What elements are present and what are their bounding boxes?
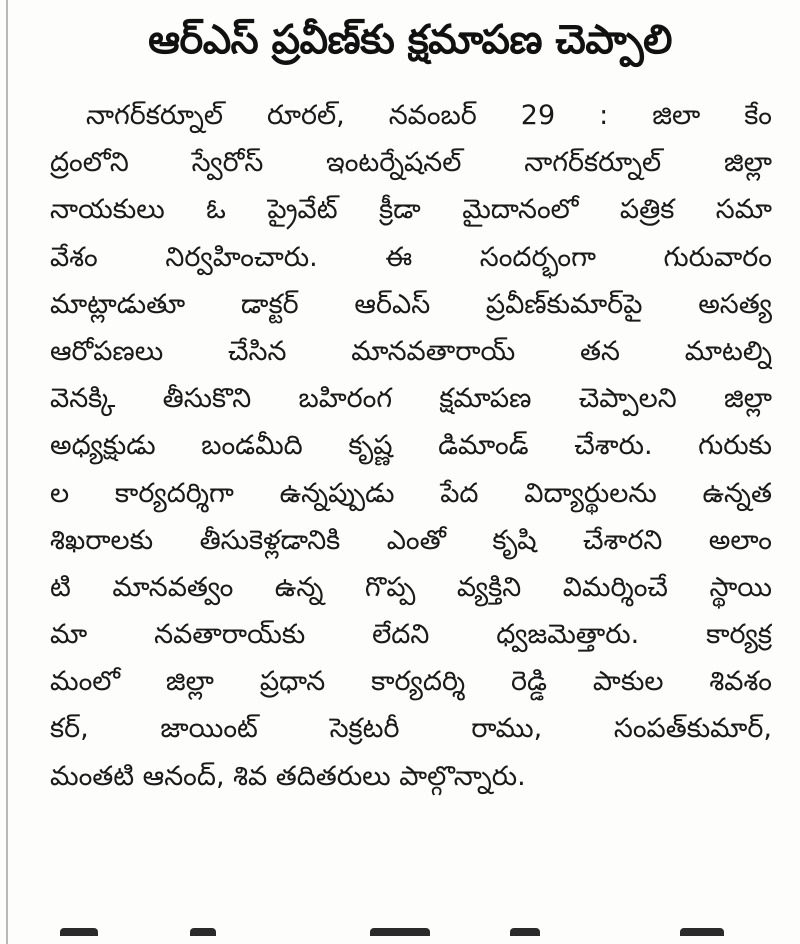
article-line: మంలో జిల్లా ప్రధాన కార్యదర్శి రెడ్డి పాకుల శివశం — [50, 666, 772, 698]
article-line: వెనక్కి తీసుకొని బహిరంగ క్షమాపణ చెప్పాలని జిల్లా — [50, 383, 772, 415]
article-line: నాయకులు ఓ ప్రైవేట్ క్రీడా మైదానంలో పత్రిక సమా — [50, 194, 772, 226]
headline: ఆర్‌ఎస్ ప్రవీణ్‌కు క్షమాపణ చెప్పాలి — [148, 17, 672, 63]
article-line: ల కార్యదర్శిగా ఉన్నప్పుడు పేద విద్యార్థులను ఉన్నత — [50, 477, 772, 509]
article-line: టి మానవత్వం ఉన్న గొప్ప వ్యక్తిని విమర్శించే స్థాయి — [50, 571, 772, 603]
article-line: నాగర్‌కర్నూల్ రూరల్, నవంబర్ 29 : జిలా కేం — [86, 100, 772, 131]
article-line: మంతటి ఆనంద్, శివ తదితరులు పాల్గొన్నారు. — [50, 760, 526, 792]
column-divider — [6, 0, 8, 944]
article-line: మాట్లాడుతూ డాక్టర్ ఆర్‌ఎస్ ప్రవీణ్‌కుమార్‌పై అసత్య — [50, 288, 772, 320]
article-line: వేశం నిర్వహించారు. ఈ సందర్భంగా గురువారం — [50, 241, 772, 273]
article-line: శిఖరాలకు తీసుకెళ్లడానికి ఎంతో కృషి చేశారని అలాం — [50, 524, 772, 556]
article-line: మా నవతారాయ్‌కు లేదని ధ్వజమెత్తారు. కార్యక్ర — [50, 619, 772, 651]
article-body — [50, 92, 772, 800]
article-line: ఆరోపణలు చేసిన మానవతారాయ్ తన మాటల్ని — [50, 335, 772, 367]
cropped-next-headline — [40, 928, 780, 944]
article-line: కర్, జాయింట్ సెక్రటరీ రాము, సంపత్‌కుమార్, — [50, 713, 772, 745]
article-line: ద్రంలోని స్వేరోస్ ఇంటర్నేషనల్ నాగర్‌కర్నూల్ జిల్లా — [50, 147, 772, 179]
article-line: అధ్యక్షుడు బండమీది కృష్ణ డిమాండ్ చేశారు. గురుకు — [50, 430, 772, 462]
